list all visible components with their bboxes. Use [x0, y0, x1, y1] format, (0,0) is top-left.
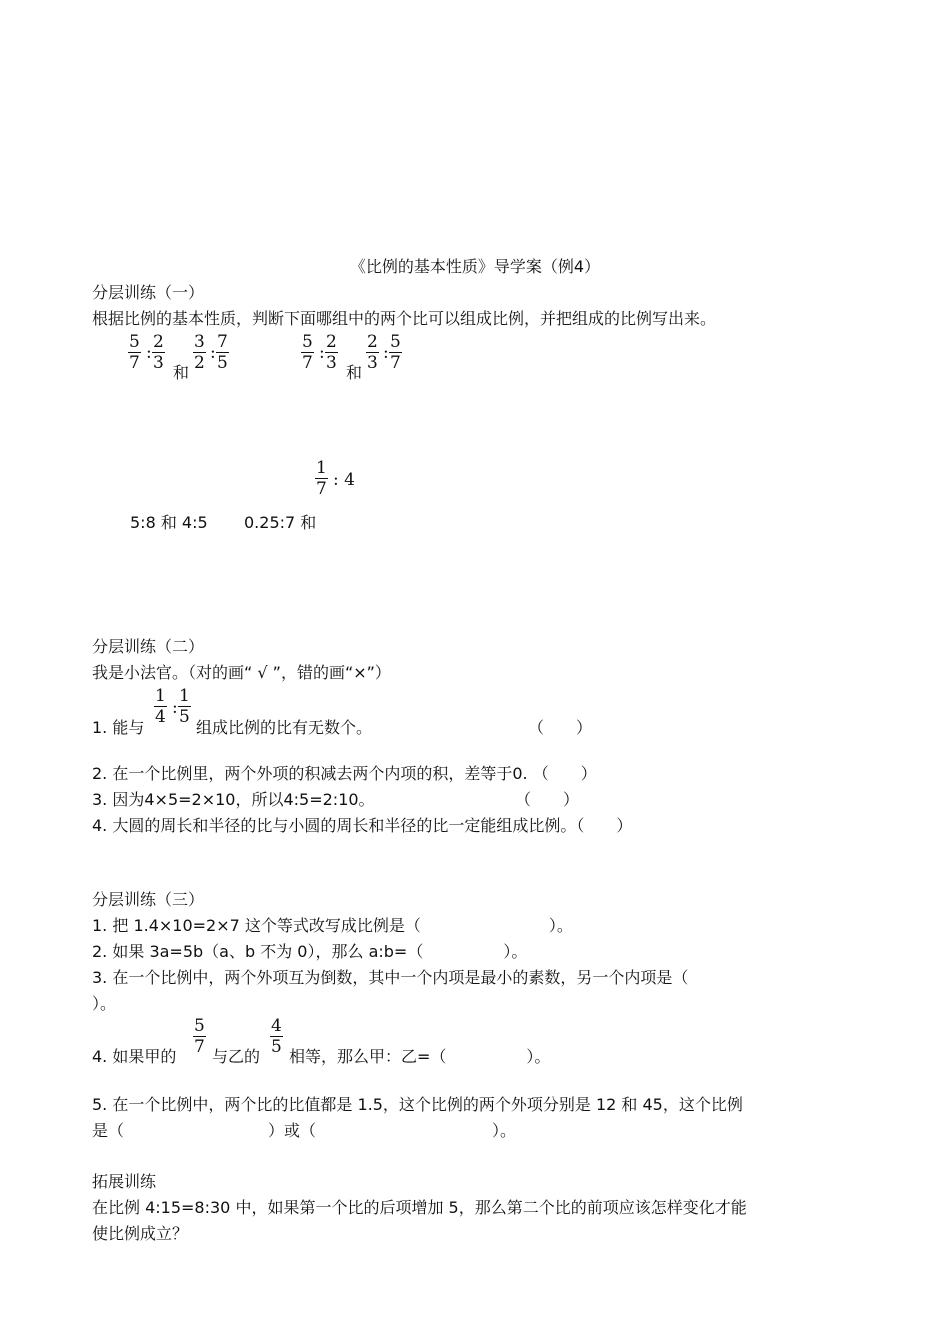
extension-line1: 在比例 4:15=8:30 中，如果第一个比的后项增加 5，那么第二个比的前项应该怎样变化才能 [92, 1198, 747, 1217]
colon: : [172, 698, 178, 718]
section2-heading: 分层训练（二） [92, 637, 205, 656]
fill-q5-line2: 是（ ）或（ ）。 [92, 1121, 517, 1140]
colon: : [383, 343, 389, 363]
fraction: $\frac{2}{3}$ [153, 332, 164, 373]
section2-instruction: 我是小法官。（对的画“ √ ”，错的画“×”） [92, 663, 391, 682]
ratio-tail: : 4 [333, 470, 355, 490]
fraction: $\frac{7}{5}$ [217, 332, 228, 373]
fill-q3-line1: 3. 在一个比例中，两个外项互为倒数，其中一个内项是最小的素数，另一个内项是（ [92, 968, 689, 987]
fraction: $\frac{1}{5}$ [179, 686, 190, 727]
fraction: $\frac{3}{2}$ [194, 332, 205, 373]
fill-q1: 1. 把 1.4×10=2×7 这个等式改写成比例是（ ）。 [92, 916, 573, 935]
fraction: $\frac{5}{7}$ [194, 1016, 205, 1057]
fraction: $\frac{5}{7}$ [129, 332, 140, 373]
page-title: 《比例的基本性质》导学案（例4） [349, 257, 601, 276]
ratio-group-d: 0.25:7 和 [244, 513, 317, 532]
judge-q4: 4. 大圆的周长和半径的比与小圆的周长和半径的比一定能组成比例。（ ） [92, 816, 633, 835]
fraction: $\frac{1}{7}$ [316, 458, 327, 499]
extension-line2: 使比例成立？ [92, 1224, 189, 1243]
fill-q2: 2. 如果 3a=5b（a、b 不为 0），那么 a:b=（ ）。 [92, 942, 528, 961]
section3-heading: 分层训练（三） [92, 890, 205, 909]
fraction: $\frac{5}{7}$ [302, 332, 313, 373]
ratio-group-c: 5:8 和 4:5 [130, 513, 208, 532]
judge-q2: 2. 在一个比例里，两个外项的积减去两个内项的积，差等于0. （ ） [92, 764, 597, 783]
and-label: 和 [173, 363, 190, 382]
fill-q4-suffix: 相等，那么甲：乙=（ ）。 [289, 1047, 551, 1066]
judge-q3-answer[interactable]: （ ） [515, 790, 580, 809]
section4-heading: 拓展训练 [92, 1172, 157, 1191]
fill-q5-line1: 5. 在一个比例中，两个比的比值都是 1.5，这个比例的两个外项分别是 12 和 45，这个比例 [92, 1095, 743, 1114]
and-label: 和 [346, 363, 363, 382]
colon: : [146, 343, 152, 363]
colon: : [210, 343, 216, 363]
fill-q3-line2: ）。 [92, 994, 117, 1013]
fraction: $\frac{2}{3}$ [326, 332, 337, 373]
section1-heading: 分层训练（一） [92, 283, 205, 302]
fraction: $\frac{1}{4}$ [155, 686, 166, 727]
section1-instruction: 根据比例的基本性质，判断下面哪组中的两个比可以组成比例，并把组成的比例写出来。 [92, 309, 717, 328]
judge-q1-suffix: 组成比例的比有无数个。 [196, 718, 373, 737]
fill-q4-prefix: 4. 如果甲的 [92, 1047, 177, 1066]
fraction: $\frac{2}{3}$ [367, 332, 378, 373]
judge-q1-answer[interactable]: （ ） [528, 718, 593, 737]
fraction: $\frac{4}{5}$ [271, 1016, 282, 1057]
colon: : [319, 343, 325, 363]
judge-q3: 3. 因为4×5=2×10，所以4:5=2:10。 [92, 790, 375, 809]
judge-q1-prefix: 1. 能与 [92, 718, 145, 737]
fill-q4-mid: 与乙的 [212, 1047, 261, 1066]
fraction: $\frac{5}{7}$ [390, 332, 401, 373]
